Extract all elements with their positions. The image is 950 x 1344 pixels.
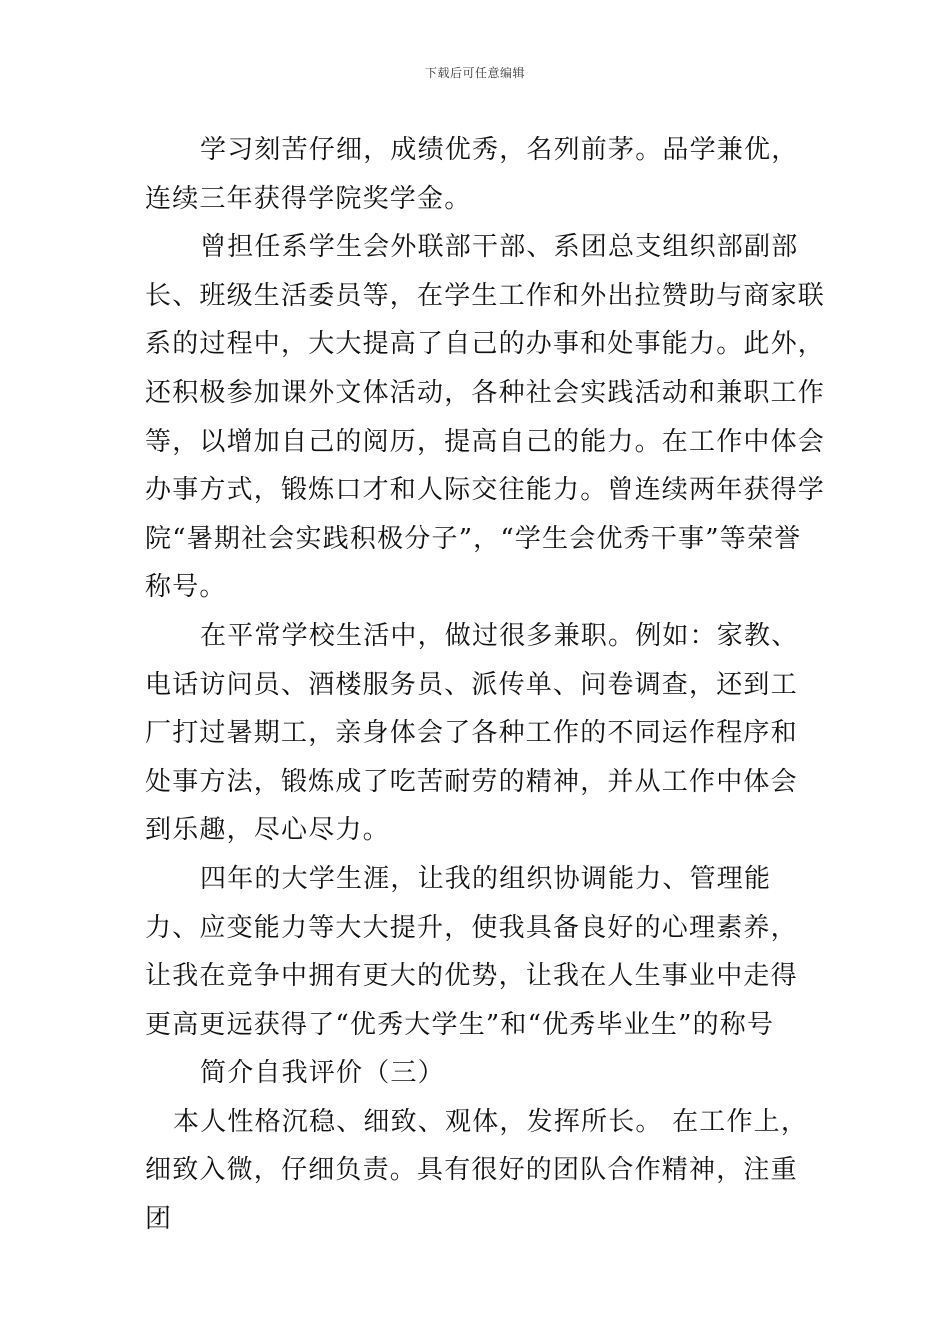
paragraph-university-summary: 四年的大学生涯，让我的组织协调能力、管理能力、应变能力等大大提升，使我具备良好的心理素养，让我在竞争中拥有更大的优势，让我在人生事业中走得更高更远获得了“优秀大学生”和“优秀毕业生”的称号 xyxy=(145,863,798,1040)
paragraph-student-work: 曾担任系学生会外联部干部、系团总支组织部副部长、班级生活委员等，在学生工作和外出拉赞助与商家联系的过程中，大大提高了自己的办事和处事能力。此外，还积极参加课外文体活动，各种社会实践活动和兼职工作等，以增加自己的阅历，提高自己的能力。在工作中体会办事方式，锻炼口才和人际交往能力。曾连续两年获得学院“暑期社会实践积极分子”，“学生会优秀干事”等荣誉称号。 xyxy=(145,232,826,603)
section-heading: 简介自我评价（三） xyxy=(200,1058,445,1089)
paragraph-academic: 学习刻苦仔细，成绩优秀，名列前茅。品学兼优，连续三年获得学院奖学金。 xyxy=(145,135,799,214)
paragraph-part-time-jobs: 在平常学校生活中，做过很多兼职。例如：家教、电话访问员、酒楼服务员、派传单、问卷调查，还到工厂打过暑期工，亲身体会了各种工作的不同运作程序和处事方法，锻炼成了吃苦耐劳的精神，并从工作中体会到乐趣，尽心尽力。 xyxy=(145,620,799,846)
document-body xyxy=(145,126,825,1244)
page-header-note: 下载后可任意编辑 xyxy=(424,66,525,80)
paragraph-personality: 本人性格沉稳、细致、观体，发挥所长。 在工作上，细致入微，仔细负责。具有很好的团队合作精神，注重团 xyxy=(145,1106,809,1235)
